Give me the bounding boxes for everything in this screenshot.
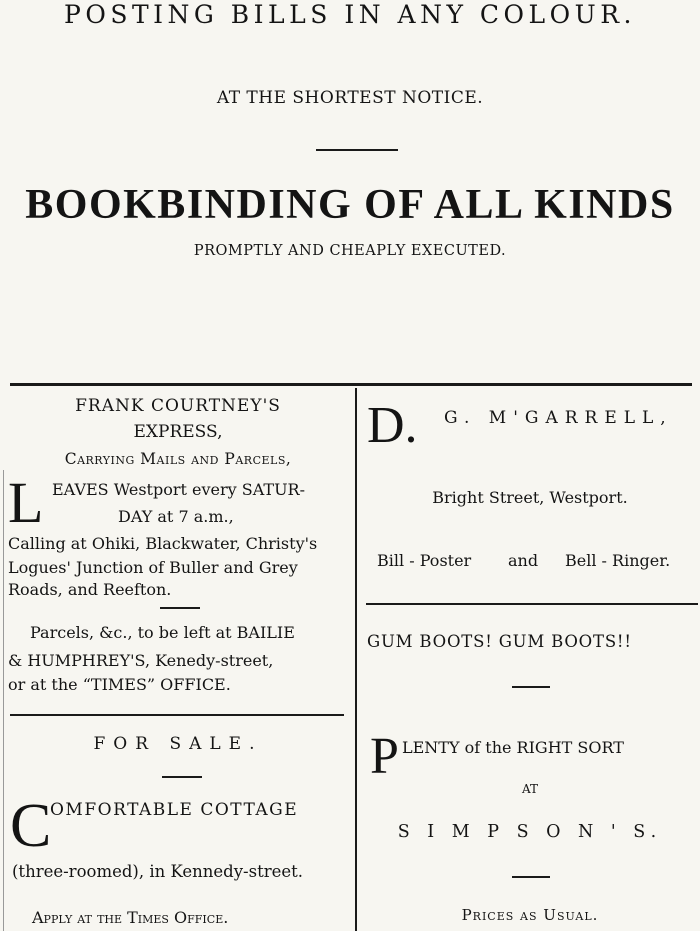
forsale-title: OMFORTABLE COTTAGE [50,800,299,820]
forsale-dropcap: C [10,792,52,860]
mcgarrell-dropcap: D. [367,397,418,454]
mcgarrell-name: G. M'GARRELL, [444,408,673,428]
courtney-calling-2: Logues' Junction of Buller and Grey [8,558,298,577]
top-divider [10,383,692,386]
courtney-express: EXPRESS, [133,422,223,442]
simpson-short-rule-1 [512,686,550,688]
left-edge-rule [3,470,4,931]
simpson-name: S I M P S O N ' S. [397,822,663,842]
header-shortest-notice: AT THE SHORTEST NOTICE. [216,88,484,108]
right-section-rule [366,603,698,605]
mcgarrell-address: Bright Street, Westport. [432,488,628,507]
forsale-short-rule [162,776,202,778]
mcgarrell-trade-bell-ringer: Bell - Ringer. [565,551,671,570]
forsale-heading: FOR SALE. [93,734,263,754]
header-short-rule [316,149,398,151]
courtney-parcels-2: & HUMPHREY'S, Kenedy-street, [8,651,274,670]
courtney-dropcap: L [8,470,44,535]
header-posting-bills: POSTING BILLS IN ANY COLOUR. [64,0,636,29]
simpson-prices: Prices as Usual. [461,906,599,924]
simpson-short-rule-2 [512,876,550,878]
courtney-carrying: Carrying Mails and Parcels, [64,450,292,468]
header-promptly: PROMPTLY AND CHEAPLY EXECUTED. [193,243,507,259]
courtney-leaves-1: EAVES Westport every SATUR- [52,480,306,499]
simpson-dropcap: P [370,728,399,785]
column-divider [355,388,357,931]
courtney-parcels-3: or at the “TIMES” OFFICE. [8,675,231,694]
left-section-rule [10,714,344,716]
courtney-calling-1: Calling at Ohiki, Blackwater, Christy's [8,534,318,553]
simpson-at: AT [521,782,538,796]
courtney-short-rule [160,607,200,609]
simpson-gum-boots: GUM BOOTS! GUM BOOTS!! [367,632,632,651]
courtney-parcels-1: Parcels, &c., to be left at BAILIE [30,623,295,642]
courtney-calling-3: Roads, and Reefton. [8,580,172,599]
mcgarrell-trade-bill-poster: Bill - Poster [377,551,472,570]
header-bookbinding: BOOKBINDING OF ALL KINDS [25,182,675,228]
courtney-leaves-2: DAY at 7 a.m., [118,507,234,526]
courtney-name: FRANK COURTNEY'S [75,396,281,416]
mcgarrell-trade-and: and [508,551,539,570]
forsale-apply: Apply at the Times Office. [32,908,229,927]
forsale-description: (three-roomed), in Kennedy-street. [12,862,304,881]
simpson-plenty: LENTY of the RIGHT SORT [402,738,624,757]
